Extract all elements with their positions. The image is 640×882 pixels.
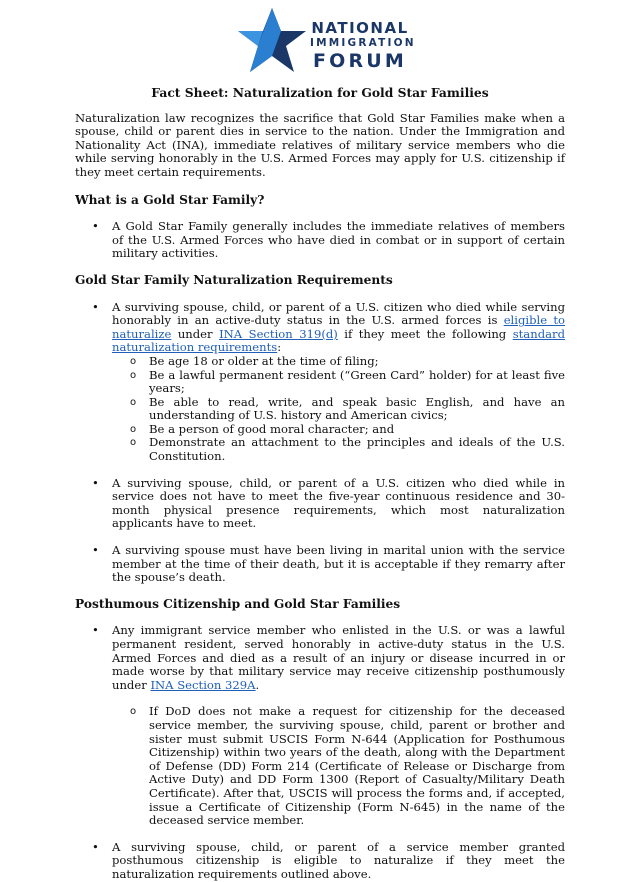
list-item <box>75 841 565 882</box>
sublist-item <box>112 705 565 827</box>
list-item-text: under <box>171 326 220 341</box>
eligible-to-naturalize-link[interactable]: eligible to naturalize <box>112 313 565 341</box>
list-item-text: . <box>255 677 260 692</box>
requirements-list <box>75 301 565 585</box>
intro-paragraph: Naturalization law recognizes the sacrifice that Gold Star Families make when a spouse, child or parent dies in service to the nation. Under the Immigration and Nationality Act (INA), immediate relatives of military service members who die while serving honorably in the U.S. Armed Forces may apply for U.S. citizenship if they meet certain requirements. <box>75 110 565 179</box>
list-item <box>75 220 565 261</box>
logo-line-immigration: IMMIGRATION <box>310 37 416 49</box>
sub-bullet-icon: o <box>130 396 137 408</box>
sublist-item <box>112 436 565 463</box>
sublist-item <box>112 355 565 369</box>
sub-bullet-icon: o <box>130 437 137 449</box>
sub-bullet-icon: o <box>130 369 137 381</box>
sublist-item-text: Be a lawful permanent resident (“Green Card” holder) for at least five years; <box>149 367 565 396</box>
list-item <box>75 301 565 464</box>
sublist-item <box>112 423 565 437</box>
posthumous-sublist <box>112 705 565 827</box>
bullet-icon: • <box>92 475 99 490</box>
page-title: Fact Sheet: Naturalization for Gold Star Families <box>151 85 489 100</box>
list-item <box>75 624 565 827</box>
logo-wordmark <box>310 19 416 72</box>
section-heading-gold-star-family: What is a Gold Star Family? <box>75 192 265 207</box>
standard-naturalization-requirements-link[interactable]: standard naturalization requirements <box>112 326 565 355</box>
sublist-item <box>112 369 565 396</box>
list-item-text: Any immigrant service member who enlisted in the U.S. or was a lawful permanent resident, served honorably in active-duty status in the U.S. Armed Forces and died as a result of an injury or disease incurred in or made worse by that military service may receive citizenship posthumously under <box>112 623 565 692</box>
organization-logo <box>232 6 416 76</box>
sublist-item <box>112 396 565 423</box>
list-item-text: A surviving spouse, child, or parent of a U.S. citizen who died while serving honorably in an active-duty status in the U.S. armed forces is <box>112 299 565 328</box>
bullet-icon: • <box>92 839 99 854</box>
list-item <box>75 544 565 585</box>
section-heading-requirements: Gold Star Family Naturalization Requirements <box>75 272 393 287</box>
bullet-icon: • <box>92 623 99 638</box>
sublist-item-text: If DoD does not make a request for citizenship for the deceased service member, the surviving spouse, child, parent or brother and sister must submit USCIS Form N-644 (Application for Posthumous Citizenship) within two years of the death, along with the Department of Defense (DD) Form 214 (Certificate of Release or Discharge from Active Duty) and DD Form 1300 (Report of Casualty/Military Death Certificate). After that, USCIS will process the forms and, if accepted, issue a Certificate of Citizenship (Form N-645) in the name of the deceased service member. <box>149 704 565 828</box>
list-item <box>75 477 565 531</box>
bullet-icon: • <box>92 299 99 314</box>
document-body <box>75 86 565 882</box>
sublist-item-text: Be a person of good moral character; and <box>149 421 395 436</box>
bullet-icon: • <box>92 543 99 558</box>
logo-line-forum: FORUM <box>312 50 408 72</box>
requirements-sublist <box>75 355 565 464</box>
posthumous-citizenship-list <box>75 624 565 881</box>
list-item-text: : <box>277 340 282 355</box>
sub-bullet-icon: o <box>130 423 137 435</box>
ina-section-319d-link[interactable]: INA Section 319(d) <box>219 326 338 341</box>
logo-line-national: NATIONAL <box>311 19 409 37</box>
bullet-icon: • <box>92 219 99 234</box>
list-item-text: A surviving spouse, child, or parent of a U.S. citizen who died while in service does not have to meet the five-year continuous residence and 30-month physical presence requirements, which most naturalization applicants have to meet. <box>112 475 565 531</box>
section-heading-posthumous-citizenship: Posthumous Citizenship and Gold Star Families <box>75 596 401 611</box>
sub-bullet-icon: o <box>130 706 137 718</box>
sub-bullet-icon: o <box>130 355 137 367</box>
gold-star-family-list <box>75 220 565 261</box>
sublist-item-text: Be age 18 or older at the time of filing; <box>149 353 379 368</box>
list-item-text: if they meet the following <box>337 326 513 341</box>
star-logo-icon <box>232 6 312 76</box>
ina-section-329a-link[interactable]: INA Section 329A <box>150 677 256 692</box>
sublist-item-text: Be able to read, write, and speak basic English, and have an understanding of U.S. history and American civics; <box>149 394 565 423</box>
sublist-item-text: Demonstrate an attachment to the principles and ideals of the U.S. Constitution. <box>149 435 565 464</box>
list-item-text: A surviving spouse, child, or parent of a service member granted posthumous citizenship is eligible to naturalize if they meet the naturalization requirements outlined above. <box>112 839 565 881</box>
list-item-text: A Gold Star Family generally includes the immediate relatives of members of the U.S. Armed Forces who have died in combat or in support of certain military activities. <box>112 219 565 261</box>
list-item-text: A surviving spouse must have been living in marital union with the service member at the time of their death, but it is acceptable if they remarry after the spouse’s death. <box>112 543 565 585</box>
